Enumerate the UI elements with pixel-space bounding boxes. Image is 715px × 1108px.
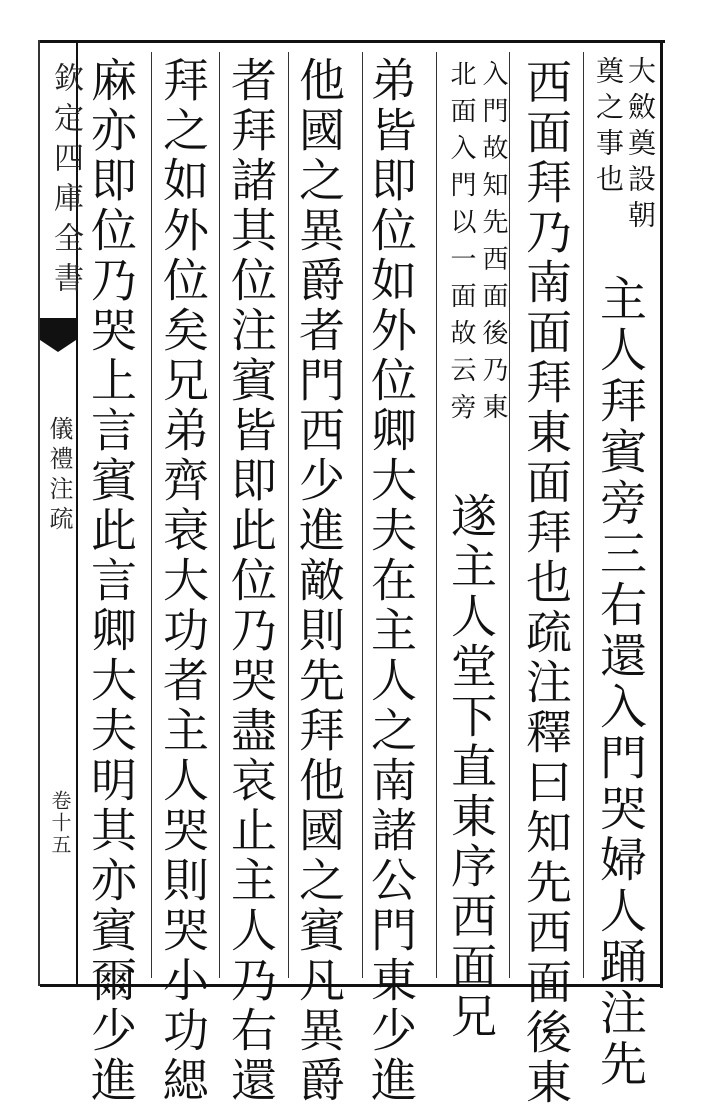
fishtail-mark [40, 318, 76, 340]
annotation-line: 奠之事也 [592, 56, 625, 200]
column-rule [509, 52, 510, 978]
page-number: 卷十五 [48, 790, 72, 856]
text-column-4: 弟皆即位如外位卿大夫在主人之南諸公門東少進 [364, 56, 418, 1106]
main-text-line: 西面拜乃南面拜東面拜也疏注釋曰知先西面後東 [519, 58, 573, 1108]
frame-right-border [660, 40, 663, 988]
main-text-line: 主人拜賓旁三右還入門哭婦人踊注先 [592, 274, 647, 1090]
annotation-line: 北面入門以一面故云旁 [446, 60, 476, 430]
text-column-3 [440, 52, 508, 1042]
text-column-2 [515, 52, 581, 1108]
column-rule [219, 52, 220, 978]
annotation-line: 入門故知先西面後乃東 [478, 60, 508, 430]
text-column-7: 拜之如外位矣兄弟齊衰大功者主人哭則哭小功緦 [156, 56, 210, 1106]
margin-outer-edge [38, 40, 40, 986]
column-rule [436, 52, 437, 978]
column-rule [362, 52, 363, 978]
main-text-line: 遂主人堂下直東序西面兄 [444, 492, 498, 1042]
book-title: 儀禮注疏 [45, 416, 73, 536]
text-column-1 [590, 52, 657, 1090]
text-column-8: 麻亦即位乃哭上言賓此言卿大夫明其亦賓爾少進 [84, 56, 138, 1106]
text-column-5: 他國之異爵者門西少進敵則先拜他國之賓凡異爵 [292, 56, 346, 1106]
collection-title: 欽定四庫全書 [48, 62, 83, 302]
column-rule [151, 52, 152, 978]
column-rule [288, 52, 289, 978]
frame-top-border [40, 40, 665, 43]
column-rule [583, 52, 584, 978]
text-column-6: 者拜諸其位注賓皆即此位乃哭盡哀止主人乃右還 [224, 56, 278, 1106]
annotation-line: 大斂奠設朝 [624, 56, 657, 236]
